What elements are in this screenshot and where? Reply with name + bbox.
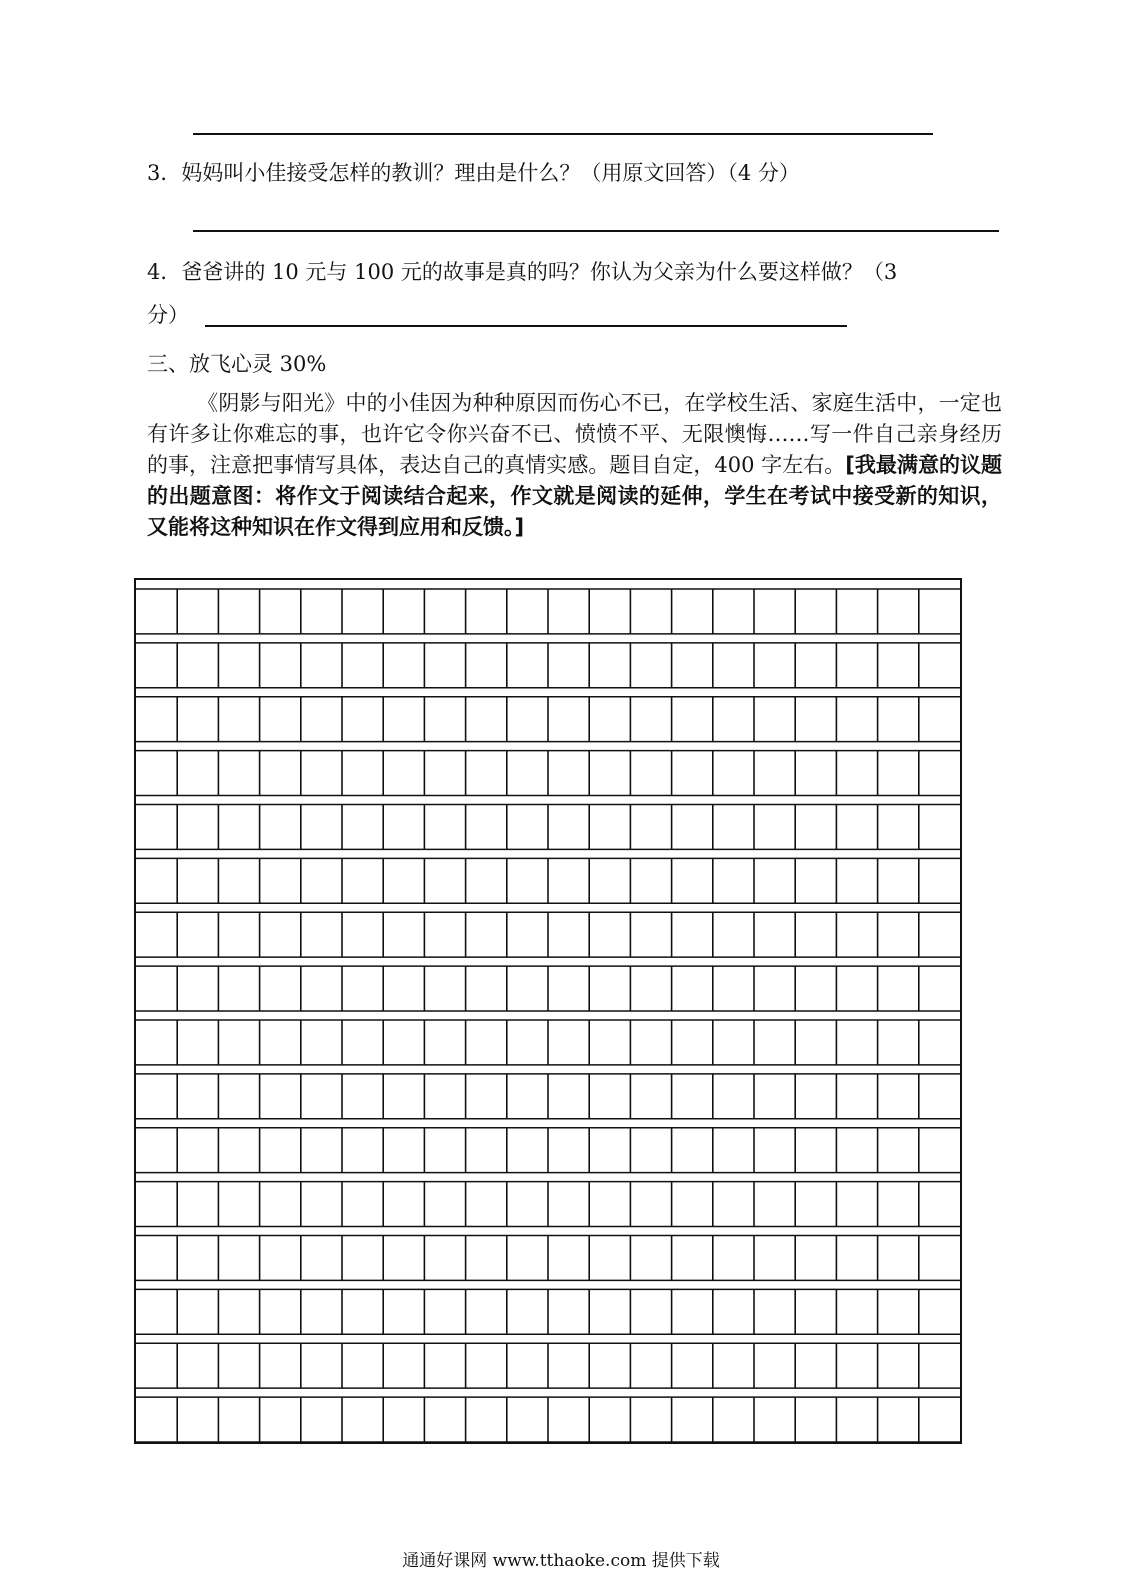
answer-line-q3[interactable] bbox=[193, 230, 999, 232]
question-4-line1: 4．爸爸讲的 10 元与 100 元的故事是真的吗？你认为父亲为什么要这样做？（3 bbox=[147, 260, 898, 284]
question-3: 3．妈妈叫小佳接受怎样的教训？理由是什么？（用原文回答）（4 分） bbox=[147, 161, 800, 185]
question-4-line2: 分） bbox=[147, 303, 189, 327]
grid-svg bbox=[136, 580, 960, 1442]
answer-line-q2[interactable] bbox=[193, 133, 933, 135]
footer: 通通好课网 www.tthaoke.com 提供下载 bbox=[402, 1551, 720, 1571]
design-note: [我最满意的议题的出题意图：将作文于阅读结合起来，作文就是阅读的延伸，学生在考试中接受新的知识，又能将这种知识在作文得到应用和反馈。] bbox=[147, 453, 1002, 539]
prompt-text: 《阴影与阳光》中的小佳因为种种原因而伤心不已，在学校生活、家庭生活中，一定也有许多让你难忘的事，也许它令你兴奋不已、愤愤不平、无限懊悔……写一件自己亲身经历的事，注意把事情写具体，表达自己的真情实感。题目自定，400 字左右。 bbox=[147, 391, 1002, 477]
answer-line-q4[interactable] bbox=[205, 325, 847, 327]
composition-prompt bbox=[147, 388, 1002, 543]
section-title: 三、放飞心灵 30% bbox=[147, 352, 327, 376]
writing-grid[interactable] bbox=[134, 578, 962, 1444]
